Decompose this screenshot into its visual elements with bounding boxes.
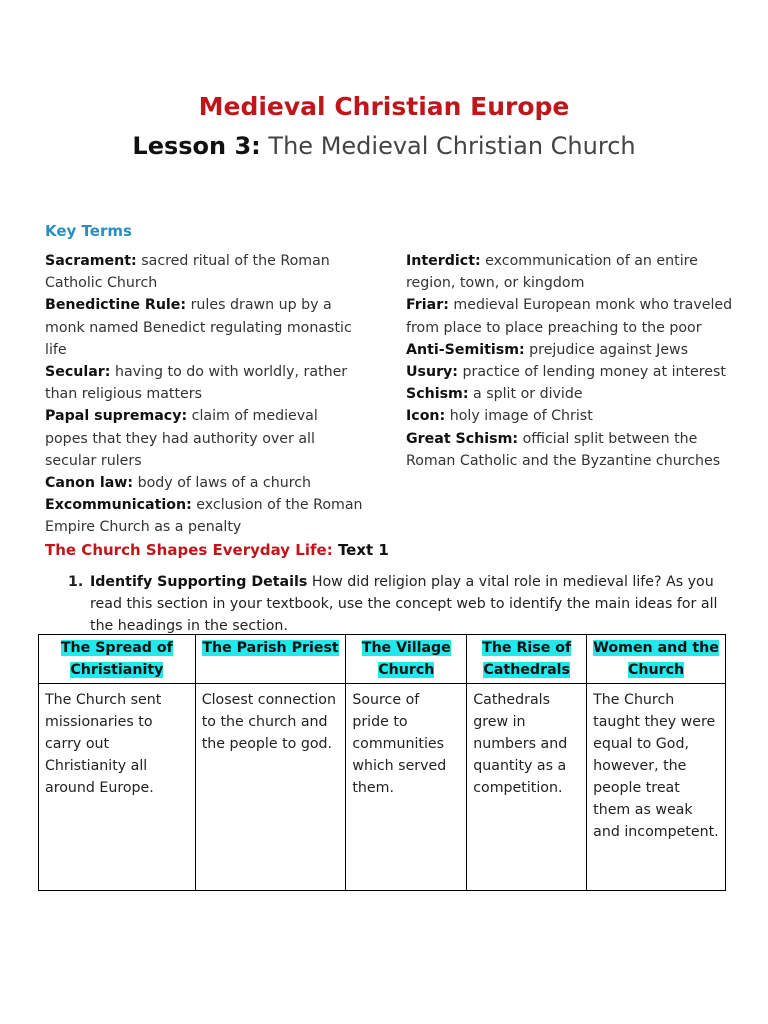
lesson-heading	[0, 132, 768, 160]
table-cell[interactable]: The Church sent missionaries to carry out Christianity all around Europe.	[39, 684, 196, 891]
table-cell[interactable]: Closest connection to the church and the people to god.	[195, 684, 346, 891]
key-term: Usury: practice of lending money at interest	[406, 364, 726, 381]
key-term: Great Schism: official split between the Roman Catholic and the Byzantine churches	[406, 430, 721, 469]
key-term: Papal supremacy: claim of medieval popes that they had authority over all secular rulers	[45, 408, 318, 469]
key-terms-left-column	[45, 250, 365, 539]
key-term: Benedictine Rule: rules drawn up by a monk named Benedict regulating monastic life	[45, 297, 352, 358]
key-term: Sacrament: sacred ritual of the Roman Catholic Church	[45, 253, 330, 292]
question-number: 1.	[68, 574, 84, 590]
key-term: Interdict: excommunication of an entire region, town, or kingdom	[406, 253, 698, 292]
concept-web-table	[38, 634, 726, 891]
question-body	[90, 571, 728, 637]
key-term: Excommunication: exclusion of the Roman Empire Church as a penalty	[45, 497, 363, 536]
key-term: Canon law: body of laws of a church	[45, 475, 312, 492]
question-text: How did religion play a vital role in medieval life? As you read this section in your textbook, use the concept web to identify the main ideas for all the headings in the section.	[90, 574, 718, 634]
text1-heading-number: Text 1	[337, 541, 389, 559]
table-cell[interactable]: Source of pride to communities which served them.	[346, 684, 467, 891]
question-label: Identify Supporting Details	[90, 574, 308, 590]
table-header: The Parish Priest	[195, 635, 346, 684]
text1-heading-title: The Church Shapes Everyday Life:	[45, 541, 333, 559]
key-term: Secular: having to do with worldly, rather than religious matters	[45, 364, 348, 403]
key-term: Schism: a split or divide	[406, 386, 583, 403]
lesson-label: Lesson 3:	[132, 132, 261, 160]
table-header: The Rise of Cathedrals	[467, 635, 587, 684]
document-title: Medieval Christian Europe	[198, 92, 570, 121]
question-1	[68, 571, 728, 637]
table-header: The Spread of Christianity	[39, 635, 196, 684]
table-header-row	[39, 635, 726, 684]
key-terms-heading: Key Terms	[45, 222, 132, 240]
key-term: Friar: medieval European monk who traveled from place to place preaching to the poor	[406, 297, 733, 336]
table-cell[interactable]: Cathedrals grew in numbers and quantity as a competition.	[467, 684, 587, 891]
key-term: Anti-Semitism: prejudice against Jews	[406, 341, 689, 358]
table-cell[interactable]: The Church taught they were equal to God, however, the people treat them as weak and incompetent.	[587, 684, 726, 891]
lesson-name: The Medieval Christian Church	[268, 132, 636, 160]
key-term: Icon: holy image of Christ	[406, 408, 593, 425]
text1-heading	[45, 541, 389, 559]
key-terms-right-column	[406, 250, 736, 472]
table-header: Women and the Church	[587, 635, 726, 684]
table-row	[39, 684, 726, 891]
table-header: The Village Church	[346, 635, 467, 684]
